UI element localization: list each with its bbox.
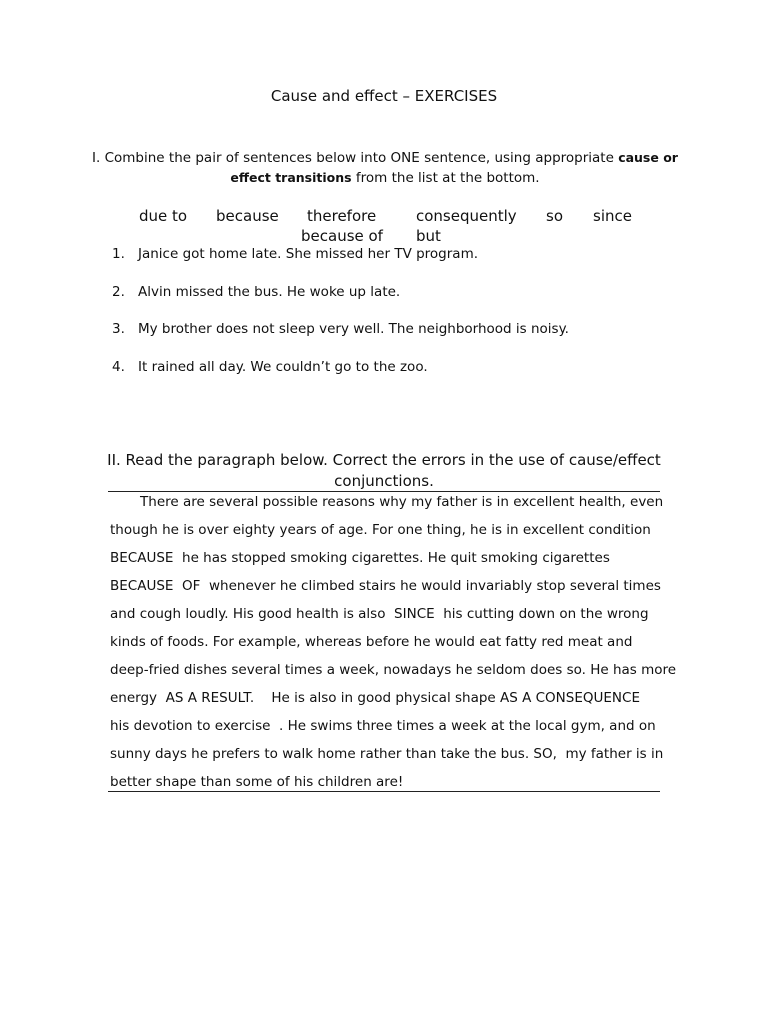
paragraph-line: and cough loudly. His good health is also SINCE his cutting down on the wrong <box>110 606 649 622</box>
paragraph-line: his devotion to exercise . He swims three times a week at the local gym, and on <box>110 718 656 734</box>
item-number: 1. <box>112 246 125 262</box>
paragraph-line: energy AS A RESULT. He is also in good physical shape AS A CONSEQUENCE <box>110 690 640 706</box>
word-bank-item: but <box>416 227 441 245</box>
word-bank-item: so <box>546 207 563 225</box>
item-text: Alvin missed the bus. He woke up late. <box>138 284 401 300</box>
item-number: 3. <box>112 321 125 337</box>
word-bank-item: therefore <box>307 207 377 225</box>
word-bank-item: because <box>216 207 279 225</box>
paragraph-line: kinds of foods. For example, whereas before he would eat fatty red meat and <box>110 634 633 650</box>
list-item <box>112 321 569 337</box>
paragraph-line: though he is over eighty years of age. For one thing, he is in excellent condition <box>110 522 651 538</box>
list-item <box>112 246 478 262</box>
list-item <box>112 359 428 375</box>
word-bank-item: since <box>593 207 632 225</box>
item-text: Janice got home late. She missed her TV program. <box>138 246 479 262</box>
item-number: 4. <box>112 359 125 375</box>
paragraph-line: BECAUSE OF whenever he climbed stairs he would invariably stop several times <box>110 578 661 594</box>
paragraph-line: better shape than some of his children are! <box>110 774 404 790</box>
instruction-bold: cause or effect transitions <box>230 150 678 185</box>
paragraph-line: deep-fried dishes several times a week, nowadays he seldom does so. He has more <box>110 662 677 678</box>
list-item <box>112 284 400 300</box>
instruction-prefix: I. Combine the pair of sentences below into ONE sentence, using appropriate <box>92 150 619 166</box>
section2-instruction: II. Read the paragraph below. Correct the errors in the use of cause/effect conjunctions. <box>107 451 661 490</box>
item-text: It rained all day. We couldn’t go to the zoo. <box>138 359 428 375</box>
page-title: Cause and effect – EXERCISES <box>270 87 498 105</box>
item-number: 2. <box>112 284 125 300</box>
paragraph-line: sunny days he prefers to walk home rather than take the bus. SO, my father is in <box>110 746 664 762</box>
word-bank-item: due to <box>139 207 188 225</box>
item-text: My brother does not sleep very well. The neighborhood is noisy. <box>138 321 569 337</box>
instruction-suffix: from the list at the bottom. <box>351 170 540 186</box>
section1-instruction <box>80 148 690 188</box>
word-bank-item: consequently <box>416 207 517 225</box>
paragraph-line: BECAUSE he has stopped smoking cigarettes. He quit smoking cigarettes <box>110 550 610 566</box>
bottom-divider <box>108 791 660 792</box>
paragraph-line: There are several possible reasons why my father is in excellent health, even <box>110 494 664 510</box>
word-bank-item: because of <box>301 227 383 245</box>
